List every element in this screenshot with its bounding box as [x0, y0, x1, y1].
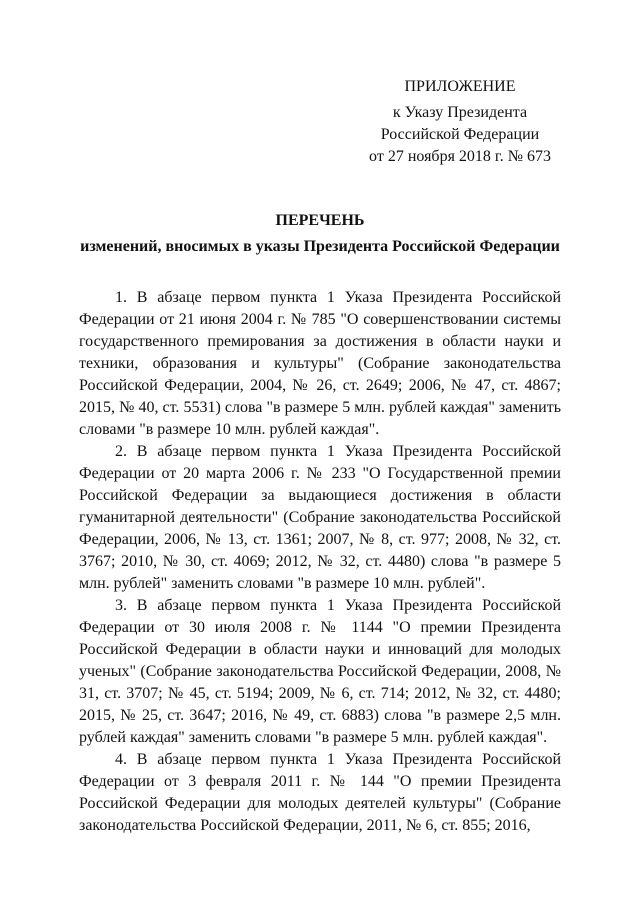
document-title: ПЕРЕЧЕНЬ — [275, 212, 365, 229]
paragraph-3: 3. В абзаце первом пункта 1 Указа Президента Российской Федерации от 30 июля 2008 г. № 1144 "О премии Президента Российской Федерации в области науки и инноваций для молодых ученых" (Собрание законодательства Российской Федерации, 2008, № 31, ст. 3707; № 45, ст. 5194; 2009, № 6, ст. 714; 2012, № 32, ст. 4480; 2015, № 25, ст. 3647; 2016, № 49, ст. 6883) слова "в размере 2,5 млн. рублей каждая" заменить словами "в размере 5 млн. рублей каждая". — [79, 597, 561, 746]
appendix-heading: ПРИЛОЖЕНИЕ — [404, 78, 516, 95]
document-body — [79, 287, 561, 837]
document-subtitle: изменений, вносимых в указы Президента Российской Федерации — [80, 238, 560, 255]
appendix-line-federation: Российской Федерации — [380, 126, 540, 143]
paragraph-1: 1. В абзаце первом пункта 1 Указа Президента Российской Федерации от 21 июня 2004 г. № 785 "О совершенствовании системы государственного премирования за достижения в области науки и техники, образования и культуры" (Собрание законодательства Российской Федерации, 2004, № 26, ст. 2649; 2006, № 47, ст. 4867; 2015, № 40, ст. 5531) слова "в размере 5 млн. рублей каждая" заменить словами "в размере 10 млн. рублей каждая". — [79, 289, 561, 438]
appendix-block — [360, 76, 560, 168]
paragraph-4: 4. В абзаце первом пункта 1 Указа Президента Российской Федерации от 3 февраля 2011 г. № 144 "О премии Президента Российской Федерации для молодых деятелей культуры" (Собрание законодательства Российской Федерации, 2011, № 6, ст. 855; 2016, — [79, 751, 561, 834]
paragraph-2: 2. В абзаце первом пункта 1 Указа Президента Российской Федерации от 20 марта 2006 г. № 233 "О Государственной премии Российской Федерации за выдающиеся достижения в области гуманитарной деятельности" (Собрание законодательства Российской Федерации, 2006, № 13, ст. 1361; 2007, № 8, ст. 977; 2008, № 32, ст. 3767; 2010, № 30, ст. 4069; 2012, № 32, ст. 4480) слова "в размере 5 млн. рублей" заменить словами "в размере 10 млн. рублей". — [79, 443, 561, 592]
appendix-line-date: от 27 ноября 2018 г. № 673 — [369, 148, 551, 165]
appendix-line-decree: к Указу Президента — [392, 104, 528, 121]
